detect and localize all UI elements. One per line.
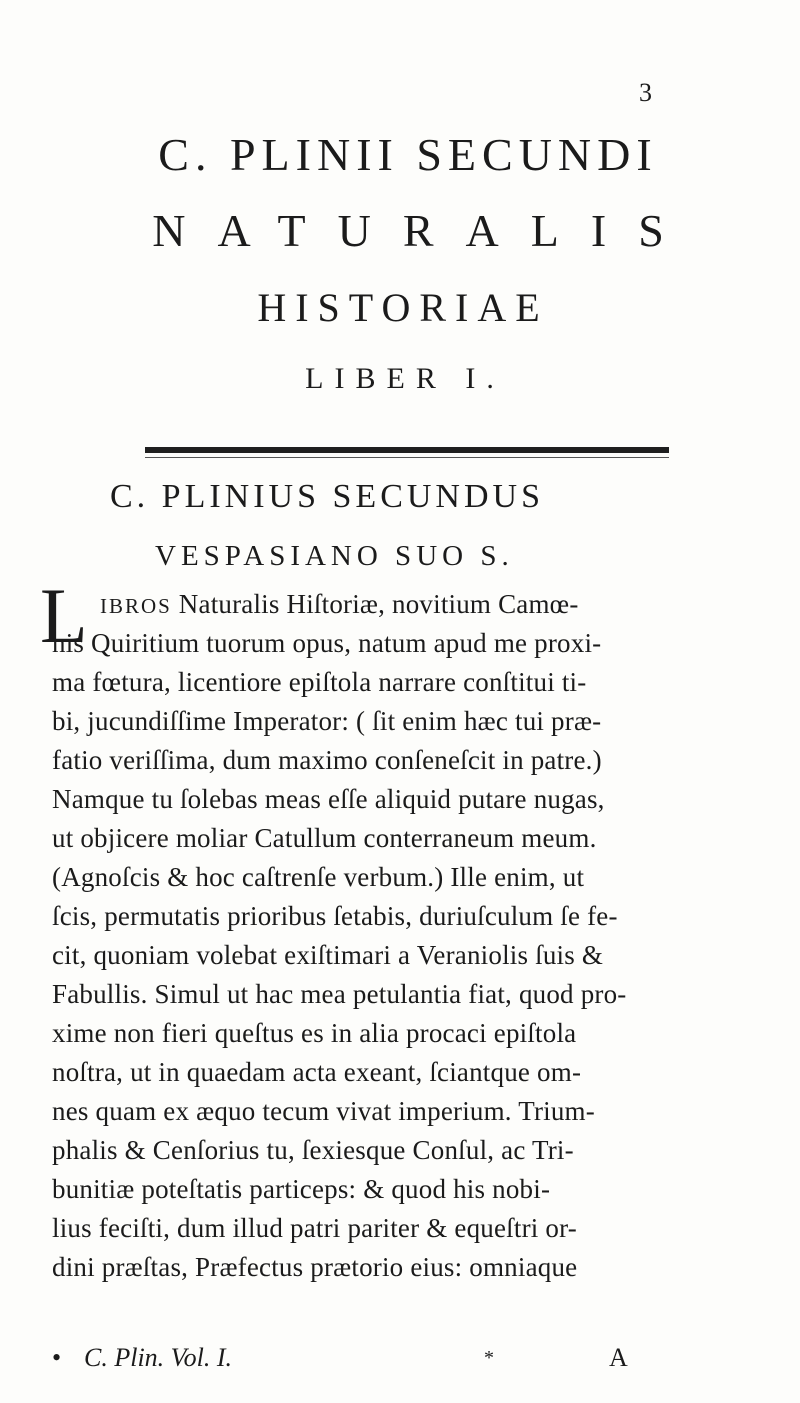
signature-star: * (484, 1347, 494, 1369)
book-number: LIBER I. (305, 362, 505, 395)
text-line: nis Quiritium tuorum opus, natum apud me proxi- (52, 628, 602, 658)
text-line: phalis & Cenſorius tu, ſexiesque Conſul, ac Tri- (52, 1135, 574, 1165)
first-word-small-caps: IBROS (100, 594, 172, 618)
page-number: 3 (639, 78, 652, 107)
text-line: nes quam ex æquo tecum vivat imperium. Trium- (52, 1096, 595, 1126)
text-line: bunitiæ poteſtatis particeps: & quod his nobi- (52, 1174, 551, 1204)
text-line: lius feciſti, dum illud patri pariter & equeſtri or- (52, 1213, 577, 1243)
text-line: (Agnoſcis & hoc caſtrenſe verbum.) Ille enim, ut (52, 862, 585, 892)
signature-bullet: • (52, 1343, 62, 1372)
text-line: bi, jucundiſſime Imperator: ( ſit enim hæc tui præ- (52, 706, 602, 736)
title-historiae: HISTORIAE (257, 285, 549, 330)
text-line: Namque tu ſolebas meas eſſe aliquid putare nugas, (52, 784, 605, 814)
text-line: ſcis, permutatis prioribus ſetabis, duriuſculum ſe fe- (52, 901, 618, 931)
text-line (52, 585, 752, 624)
title-author: C. PLINII SECUNDI (158, 129, 658, 180)
text-line: Fabullis. Simul ut hac mea petulantia fiat, quod pro- (52, 979, 627, 1009)
volume-reference: C. Plin. Vol. I. (84, 1343, 233, 1372)
body-text (40, 572, 752, 1287)
ornamental-rule (145, 447, 669, 453)
drop-cap: L (40, 572, 88, 659)
text-line: ma fœtura, licentiore epiſtola narrare conſtitui ti- (52, 667, 587, 697)
quire-mark: A (609, 1343, 628, 1372)
text-line: fatio veriſſima, dum maximo conſeneſcit in patre.) (52, 745, 602, 775)
text-line-content: Naturalis Hiſtoriæ, novitium Camœ- (171, 589, 579, 619)
text-line: cit, quoniam volebat exiſtimari a Veraniolis ſuis & (52, 940, 604, 970)
text-line: ut objicere moliar Catullum conterraneum meum. (52, 823, 597, 853)
text-line: dini præſtas, Præfectus prætorio eius: omniaque (52, 1252, 578, 1282)
text-line: xime non fieri queſtus es in alia procaci epiſtola (52, 1018, 577, 1048)
ornamental-rule-thin (145, 457, 669, 458)
letter-addressee: VESPASIANO SUO S. (155, 540, 514, 572)
title-naturalis: NATURALIS (152, 205, 696, 256)
text-line: noſtra, ut in quaedam acta exeant, ſciantque om- (52, 1057, 582, 1087)
letter-heading: C. PLINIUS SECUNDUS (110, 478, 544, 515)
